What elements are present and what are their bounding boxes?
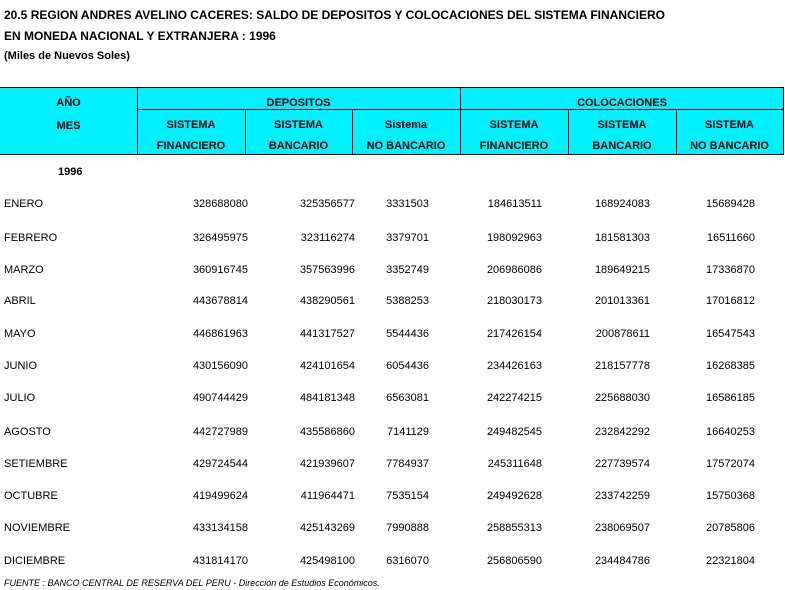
value-cell: 218157778: [594, 360, 650, 372]
month-cell: MAYO: [4, 328, 36, 340]
value-cell: 490744429: [192, 392, 248, 404]
col-header-col-financiero: SISTEMA: [489, 119, 539, 131]
month-cell: NOVIEMBRE: [4, 522, 71, 534]
value-cell: 5388253: [386, 295, 429, 307]
col-header-col-no-bancario: SISTEMA: [705, 119, 754, 131]
value-cell: 168924083: [594, 198, 650, 210]
value-cell: 6316070: [386, 555, 429, 567]
colocaciones-header: COLOCACIONES: [577, 97, 667, 109]
value-cell: 234484786: [594, 555, 650, 567]
value-cell: 233742259: [594, 490, 650, 502]
value-cell: 429724544: [192, 458, 248, 470]
value-cell: 446861963: [192, 328, 248, 340]
value-cell: 7535154: [386, 490, 429, 502]
table-header: [0, 87, 784, 155]
value-cell: 218030173: [486, 295, 542, 307]
col-header-col-no-bancario-sub: NO BANCARIO: [690, 140, 769, 152]
value-cell: 3352749: [386, 264, 429, 276]
depositos-header: DEPOSITOS: [266, 97, 331, 109]
month-cell: ABRIL: [4, 295, 36, 307]
value-cell: 15689428: [706, 198, 755, 210]
value-cell: 201013361: [594, 295, 650, 307]
month-cell: DICIEMBRE: [4, 555, 66, 567]
table-row: [0, 294, 785, 308]
col-header-dep-bancario: SISTEMA: [274, 119, 323, 131]
value-cell: 16586185: [706, 392, 755, 404]
value-cell: 184613511: [487, 198, 542, 210]
value-cell: 3331503: [386, 198, 429, 210]
value-cell: 421939607: [299, 458, 355, 470]
value-cell: 198092963: [486, 232, 542, 244]
value-cell: 411964471: [300, 490, 355, 502]
value-cell: 16547543: [706, 328, 755, 340]
table-row: [0, 554, 785, 568]
col-header-col-bancario-sub: BANCARIO: [592, 140, 652, 152]
value-cell: 200878611: [595, 328, 650, 340]
value-cell: 419499624: [192, 490, 248, 502]
value-cell: 16268385: [706, 360, 755, 372]
value-cell: 7141129: [386, 426, 429, 438]
year-label: 1996: [58, 166, 83, 178]
value-cell: 256806590: [486, 555, 542, 567]
table-row: [0, 489, 785, 503]
value-cell: 20785806: [706, 522, 755, 534]
value-cell: 238069507: [594, 522, 650, 534]
month-header: MES: [56, 120, 81, 132]
value-cell: 430156090: [192, 360, 248, 372]
value-cell: 232842292: [594, 426, 650, 438]
month-cell: OCTUBRE: [4, 490, 58, 502]
value-cell: 438290561: [299, 295, 355, 307]
value-cell: 441317527: [299, 328, 355, 340]
month-cell: AGOSTO: [4, 426, 51, 438]
value-cell: 22321804: [706, 555, 755, 567]
value-cell: 225688030: [594, 392, 650, 404]
col-header-dep-financiero: SISTEMA: [166, 119, 216, 131]
value-cell: 425498100: [299, 555, 355, 567]
units-note: (Miles de Nuevos Soles): [4, 50, 130, 62]
value-cell: 245311648: [487, 458, 542, 470]
col-header-dep-no-bancario: Sistema: [384, 119, 428, 131]
value-cell: 217426154: [486, 328, 542, 340]
value-cell: 249492628: [486, 490, 542, 502]
value-cell: 258855313: [486, 522, 542, 534]
value-cell: 6054436: [386, 360, 429, 372]
value-cell: 17336870: [706, 264, 755, 276]
month-cell: JUNIO: [4, 360, 37, 372]
value-cell: 227739574: [594, 458, 650, 470]
value-cell: 326495975: [192, 232, 248, 244]
table-row: [0, 457, 785, 471]
value-cell: 7784937: [386, 458, 429, 470]
source-note: FUENTE : BANCO CENTRAL DE RESERVA DEL PERU - Dirección de Estudios Económicos.: [4, 578, 380, 588]
table-row: [0, 359, 785, 373]
col-header-col-financiero-sub: FINANCIERO: [479, 140, 549, 152]
value-cell: 15750368: [706, 490, 755, 502]
value-cell: 234426163: [486, 360, 542, 372]
value-cell: 325356577: [299, 198, 355, 210]
table-row: [0, 197, 785, 211]
value-cell: 249482545: [486, 426, 542, 438]
value-cell: 443678814: [192, 295, 248, 307]
year-header: AÑO: [56, 97, 81, 109]
title-line-1: 20.5 REGION ANDRES AVELINO CACERES: SALDO DE DEPOSITOS Y COLOCACIONES DEL SISTEMA FINANCIERO: [4, 8, 665, 22]
col-header-col-bancario: SISTEMA: [597, 119, 647, 131]
col-header-dep-bancario-sub: BANCARIO: [268, 140, 329, 152]
value-cell: 360916745: [192, 264, 248, 276]
value-cell: 206986086: [486, 264, 542, 276]
value-cell: 5544436: [386, 328, 429, 340]
month-cell: FEBRERO: [4, 232, 58, 244]
month-cell: SETIEMBRE: [4, 458, 68, 470]
value-cell: 424101654: [299, 360, 355, 372]
value-cell: 431814170: [192, 555, 248, 567]
value-cell: 435586860: [299, 426, 355, 438]
value-cell: 16511660: [706, 232, 755, 244]
value-cell: 6563081: [386, 392, 429, 404]
value-cell: 7990888: [386, 522, 429, 534]
value-cell: 17016812: [706, 295, 755, 307]
col-header-dep-no-bancario-sub: NO BANCARIO: [366, 140, 446, 152]
table-row: [0, 521, 785, 535]
value-cell: 425143269: [299, 522, 355, 534]
month-cell: MARZO: [4, 264, 44, 276]
value-cell: 189649215: [594, 264, 650, 276]
value-cell: 242274215: [486, 392, 542, 404]
table-row: [0, 391, 785, 405]
title-line-2: EN MONEDA NACIONAL Y EXTRANJERA : 1996: [4, 29, 276, 43]
value-cell: 323116274: [300, 232, 355, 244]
month-cell: JULIO: [4, 392, 36, 404]
table-row: [0, 425, 785, 439]
value-cell: 328688080: [192, 198, 248, 210]
value-cell: 181581303: [594, 232, 650, 244]
table-row: [0, 263, 785, 277]
month-cell: ENERO: [4, 198, 44, 210]
table-row: [0, 231, 785, 245]
value-cell: 484181348: [299, 392, 355, 404]
table-row: [0, 327, 785, 341]
value-cell: 16640253: [706, 426, 755, 438]
value-cell: 442727989: [192, 426, 248, 438]
value-cell: 3379701: [386, 232, 429, 244]
value-cell: 433134158: [192, 522, 248, 534]
value-cell: 357563996: [299, 264, 355, 276]
value-cell: 17572074: [706, 458, 755, 470]
col-header-dep-financiero-sub: FINANCIERO: [156, 140, 226, 152]
